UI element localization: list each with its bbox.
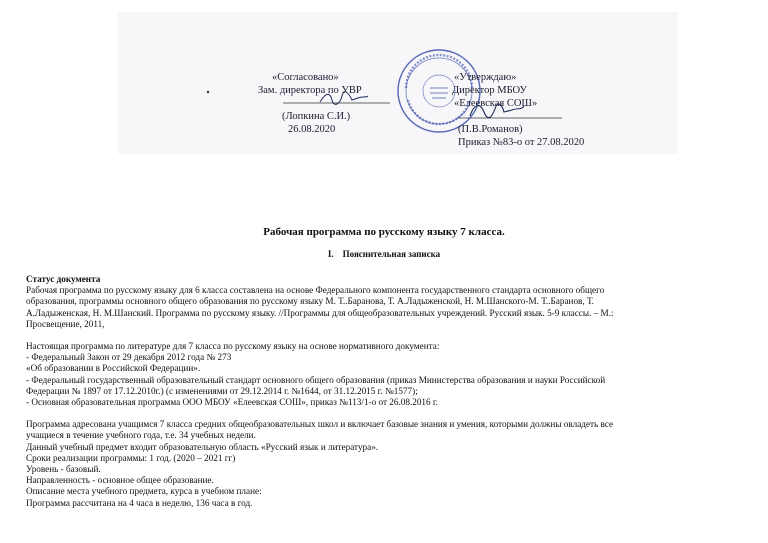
status-line: А.Ладыженская, Н. М.Шанский. Программа по русскому языку. //Программы для общеобразовательных учреждений. Русский язык. 5-9 классы. – М.: [26, 307, 614, 318]
approval-right-school: «Елеевская СОШ» [454, 98, 538, 109]
info-line: Направленность - основное общее образование. [26, 475, 214, 486]
approval-right-order: Приказ №83-о от 27.08.2020 [458, 137, 585, 148]
info-line: Программа адресована учащимся 7 класса средних общеобразовательных школ и включает базовые знания и умения, которыми должны овладеть все [26, 419, 614, 430]
normative-line: - Федеральный Закон от 29 декабря 2012 года № 273 [26, 352, 232, 363]
approval-left-heading: «Согласовано» [272, 72, 339, 83]
info-line: Уровень - базовый. [26, 464, 101, 475]
normative-line: - Основная образовательная программа ООО МБОУ «Елеевская СОШ», приказ №113/1-о от 26.08.2016 г. [26, 397, 438, 408]
normative-line: Настоящая программа по литературе для 7 класса по русскому языку на основе нормативного документа: [26, 341, 440, 352]
approval-right [448, 71, 584, 149]
status-line: Рабочая программа по русскому языку для 6 класса составлена на основе Федерального компонента государственного стандарта основного общего [26, 285, 605, 296]
info-line: Описание места учебного предмета, курса в учебном плане: [26, 486, 262, 497]
normative-line: - Федеральный государственный образовательный стандарт основного общего образования (приказ Министерства образования и науки Российской [26, 374, 606, 385]
approval-left [258, 71, 362, 136]
document-title: Рабочая программа по русскому языку 7 класса. [263, 226, 505, 238]
status-heading: Статус документа [26, 274, 101, 284]
section-subtitle: I. Пояснительная записка [327, 249, 441, 259]
approval-left-name: (Лопкина С.И.) [282, 111, 351, 122]
info-line: учащиеся в течение учебного года, т.е. 34 учебных недели. [26, 430, 256, 441]
approval-left-position: Зам. директора по УВР [258, 85, 362, 96]
approval-right-position: Директор МБОУ [452, 85, 527, 96]
info-line: Сроки реализации программы: 1 год. (2020 – 2021 гг) [26, 452, 236, 463]
info-line: Программа рассчитана на 4 часа в неделю, 136 часа в год. [26, 497, 253, 508]
info-line: Данный учебный предмет входит образовательную область «Русский язык и литература». [26, 441, 379, 452]
approval-right-name: (П.В.Романов) [458, 124, 523, 135]
status-line: Просвещение, 2011, [26, 318, 105, 329]
approval-right-heading: «Утверждаю» [454, 72, 517, 83]
normative-line: Федерации № 1897 от 17.12.2010г.) (с изменениями от 29.12.2014 г. №1644, от 31.12.2015 г. №1577); [26, 385, 418, 396]
approval-left-date: 26.08.2020 [288, 124, 336, 135]
status-line: образования, программы основного общего образования по русскому языку М. Т..Баранова, Т. А.Ладыженской, Н. М.Шанского-М. Т..Баранов, Т. [26, 296, 594, 307]
document-body [26, 274, 746, 509]
normative-line: «Об образовании в Российской Федерации». [26, 363, 201, 374]
